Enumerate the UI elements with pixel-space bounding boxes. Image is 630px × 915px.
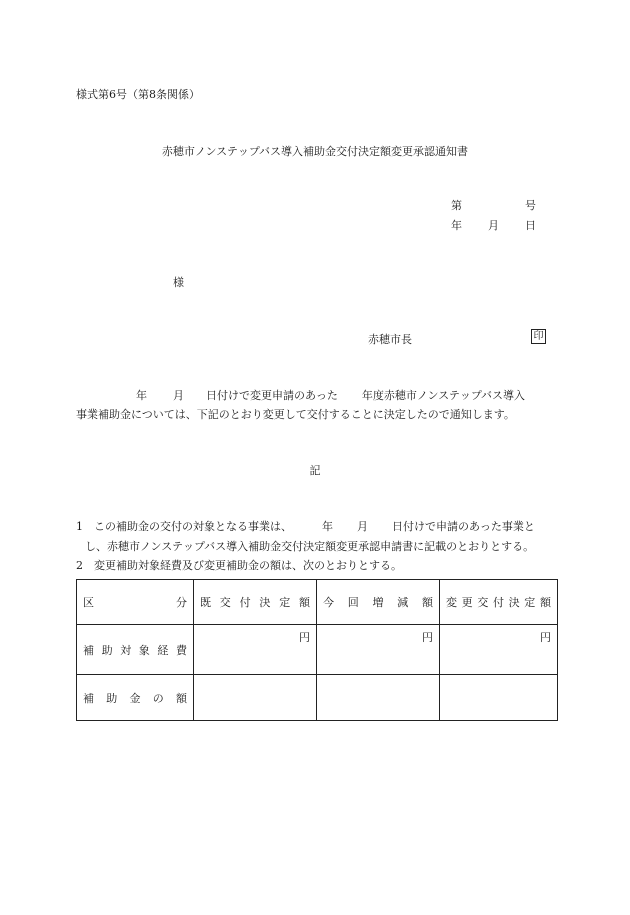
table-header-row <box>77 580 558 625</box>
body-line-1 <box>136 387 525 403</box>
row-subsidy-label: 補 助 金 の 額 <box>83 691 187 705</box>
item-2-line: 2 変更補助対象経費及び変更補助金の額は、次のとおりとする。 <box>76 559 402 572</box>
row-subsidy-existing-cell <box>194 675 317 721</box>
header-col-existing-label: 既 交 付 決 定 額 <box>200 596 310 609</box>
row-subsidy-label-cell <box>77 675 194 721</box>
item-1-line-2: し、赤穂市ノンステップバス導入補助金交付決定額変更承認申請書に記載のとおりとする。 <box>85 540 535 553</box>
row-expense-label: 補 助 対 象 経 費 <box>83 643 187 657</box>
header-col-new-label: 変 更 交 付 決 定 額 <box>446 596 551 609</box>
item-1-prefix: 1 この補助金の交付の対象となる事業は、 <box>76 520 292 533</box>
item-1-suffix: 日付けで申請のあった事業と <box>392 520 535 533</box>
header-kubun-left: 区 <box>83 596 94 609</box>
item-1-month: 月 <box>357 520 368 533</box>
header-kubun-cell <box>77 580 194 625</box>
header-col-change-label: 今 回 増 減 額 <box>323 596 433 609</box>
row-subsidy-new-cell <box>440 675 558 721</box>
header-col-new <box>440 580 558 625</box>
row-subsidy-change-cell <box>317 675 440 721</box>
row-expense-new-cell <box>440 625 558 675</box>
item-1-line-1 <box>76 518 535 534</box>
addressee-suffix: 様 <box>173 276 184 289</box>
header-col-existing <box>194 580 317 625</box>
body-text-1: 日付けで変更申請のあった <box>206 389 338 402</box>
row-expense-change-cell <box>317 625 440 675</box>
header-col-change <box>317 580 440 625</box>
issue-number <box>451 197 536 213</box>
row-expense-label-cell <box>77 625 194 675</box>
yen-unit: 円 <box>422 631 433 644</box>
header-kubun-right: 分 <box>176 596 187 609</box>
amount-table <box>76 579 558 721</box>
item-1-year: 年 <box>322 520 333 533</box>
document-title: 赤穂市ノンステップバス導入補助金交付決定額変更承認通知書 <box>161 145 469 158</box>
table-row-subsidy <box>77 675 558 721</box>
body-month: 月 <box>173 389 184 402</box>
issue-date <box>451 217 536 233</box>
body-year: 年 <box>136 389 147 402</box>
body-text-2: 年度赤穂市ノンステップバス導入 <box>361 389 526 402</box>
issue-date-year: 年 <box>451 219 462 232</box>
issue-number-prefix: 第 <box>451 199 462 212</box>
seal-mark: 印 <box>531 329 546 344</box>
issue-date-month: 月 <box>488 219 499 232</box>
body-line-2: 事業補助金については、下記のとおり変更して交付することに決定したので通知します。 <box>76 408 515 421</box>
row-expense-existing-cell <box>194 625 317 675</box>
issue-number-suffix: 号 <box>525 199 536 212</box>
yen-unit: 円 <box>540 631 551 644</box>
table-row-expense <box>77 625 558 675</box>
yen-unit: 円 <box>299 631 310 644</box>
issue-date-day: 日 <box>525 219 536 232</box>
record-mark: 記 <box>309 464 321 477</box>
issuer-name: 赤穂市長 <box>368 333 412 346</box>
form-number: 様式第6号（第8条関係） <box>76 88 200 101</box>
